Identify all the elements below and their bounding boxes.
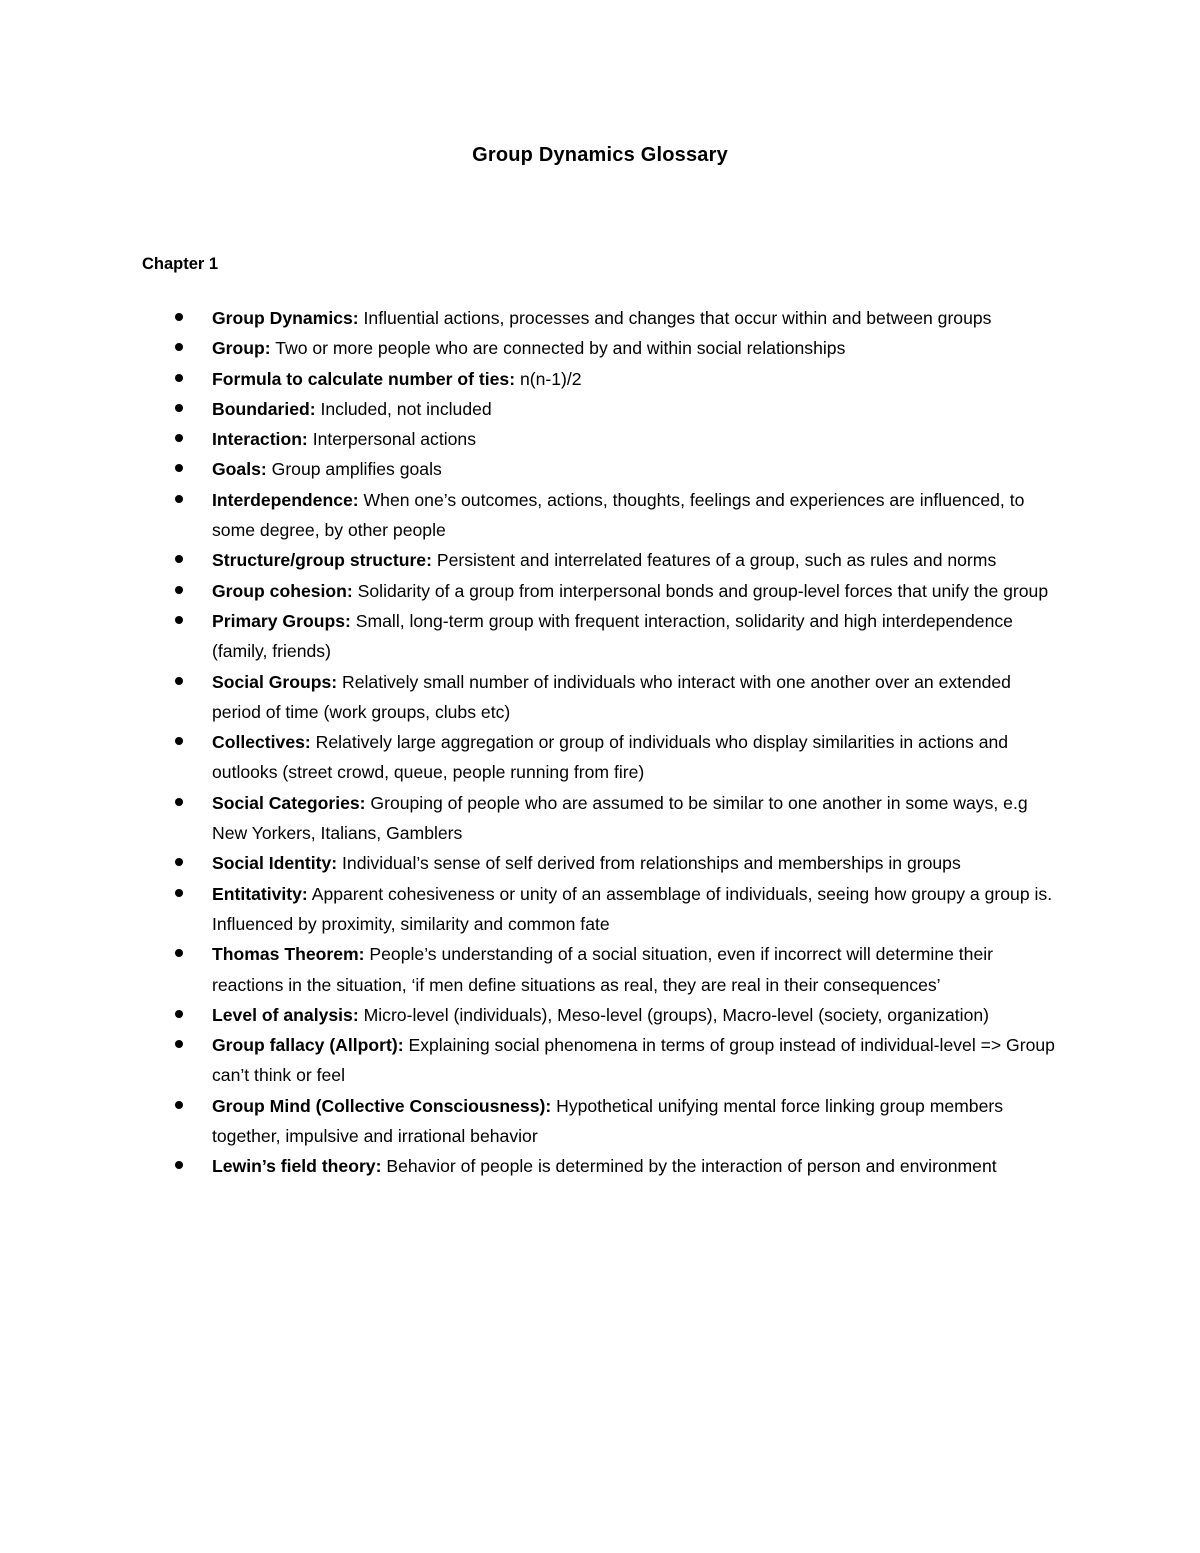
bullet-icon [175, 404, 183, 412]
glossary-entry [0, 424, 1200, 454]
glossary-definition: Relatively small number of individuals who interact with one another over an extended period of time (work groups, clubs etc) [212, 671, 1011, 722]
glossary-term: Goals: [212, 459, 267, 480]
glossary-definition: Group amplifies goals [271, 459, 442, 480]
glossary-term: Entitativity: [212, 883, 308, 904]
glossary-entry [0, 1030, 1200, 1091]
glossary-term: Structure/group structure: [212, 550, 432, 571]
glossary-term: Social Categories: [212, 792, 366, 813]
chapter-heading: Chapter 1 [142, 255, 219, 273]
bullet-icon [175, 798, 183, 806]
glossary-entry [0, 485, 1200, 546]
glossary-definition: Small, long-term group with frequent interaction, solidarity and high interdependence (family, friends) [212, 610, 1013, 662]
glossary-entry [0, 576, 1200, 606]
glossary-term: Social Identity: [212, 853, 338, 874]
glossary-entry [0, 1151, 1200, 1181]
document-title: Group Dynamics Glossary [472, 144, 728, 166]
glossary-definition: n(n-1)/2 [519, 368, 582, 389]
glossary-definition: Explaining social phenomena in terms of group instead of individual-level => Group can’t think or feel [212, 1035, 1055, 1086]
bullet-icon [175, 1101, 183, 1109]
bullet-icon [175, 858, 183, 866]
glossary-term: Interaction: [212, 429, 308, 450]
bullet-icon [175, 555, 183, 563]
glossary-definition: Grouping of people who are assumed to be similar to one another in some ways, e.g New Yorkers, Italians, Gamblers [212, 792, 1028, 844]
bullet-icon [175, 464, 183, 472]
glossary-term: Social Groups: [212, 671, 338, 692]
glossary-term: Level of analysis: [212, 1004, 359, 1025]
bullet-icon [175, 737, 183, 745]
glossary-definition: Micro-level (individuals), Meso-level (groups), Macro-level (society, organization) [363, 1004, 990, 1025]
glossary-entry [0, 788, 1200, 849]
bullet-icon [175, 374, 183, 382]
glossary-entry [0, 1000, 1200, 1030]
glossary-definition: People’s understanding of a social situation, even if incorrect will determine their reactions in the situation, ‘if men define situations as real, they are real in their consequences’ [212, 944, 994, 995]
bullet-icon [175, 1040, 183, 1048]
glossary-term: Collectives: [212, 732, 311, 753]
bullet-icon [175, 1161, 183, 1169]
glossary-definition: When one’s outcomes, actions, thoughts, feelings and experiences are influenced, to some degree, by other people [212, 489, 1025, 541]
glossary-definition: Influential actions, processes and changes that occur within and between groups [363, 308, 992, 328]
glossary-entry [0, 1091, 1200, 1152]
glossary-entry [0, 545, 1200, 575]
glossary-term: Interdependence: [212, 489, 359, 510]
glossary-definition: Solidarity of a group from interpersonal bonds and group-level forces that unify the group [357, 580, 1049, 601]
glossary-term: Primary Groups: [212, 610, 351, 631]
bullet-icon [175, 889, 183, 897]
glossary-term: Group fallacy (Allport): [212, 1035, 404, 1056]
glossary-entry [0, 667, 1200, 728]
glossary-definition: Interpersonal actions [312, 429, 477, 450]
glossary-definition: Relatively large aggregation or group of individuals who display similarities in actions and outlooks (street crowd, queue, people running from fire) [212, 732, 1009, 783]
glossary-definition: Individual’s sense of self derived from relationships and memberships in groups [342, 853, 961, 874]
glossary-definition: Included, not included [320, 398, 492, 419]
bullet-icon [175, 586, 183, 594]
bullet-icon [175, 313, 183, 321]
glossary-entry [0, 879, 1200, 940]
glossary-definition: Hypothetical unifying mental force linking group members together, impulsive and irrational behavior [212, 1095, 1004, 1147]
glossary-definition: Apparent cohesiveness or unity of an assemblage of individuals, seeing how groupy a group is. Influenced by proximity, similarity and common fate [212, 883, 1053, 934]
glossary-term: Boundaried: [212, 398, 316, 419]
glossary-term: Group: [212, 338, 271, 359]
glossary-term: Thomas Theorem: [212, 944, 365, 965]
glossary-entry [0, 333, 1200, 363]
glossary-entry [0, 364, 1200, 394]
bullet-icon [175, 434, 183, 442]
glossary-entry [0, 454, 1200, 484]
glossary-definition: Persistent and interrelated features of a group, such as rules and norms [436, 550, 997, 571]
bullet-icon [175, 343, 183, 351]
glossary-term: Group Mind (Collective Consciousness): [212, 1095, 552, 1116]
glossary-entry [0, 848, 1200, 878]
bullet-icon [175, 616, 183, 624]
glossary-list [0, 303, 1200, 1182]
glossary-term: Group Dynamics: [212, 308, 359, 328]
glossary-entry [0, 727, 1200, 788]
glossary-entry [0, 606, 1200, 667]
glossary-entry [0, 939, 1200, 1000]
glossary-term: Group cohesion: [212, 580, 353, 601]
bullet-icon [175, 1010, 183, 1018]
glossary-term: Lewin’s field theory: [212, 1156, 382, 1177]
glossary-entry [0, 394, 1200, 424]
bullet-icon [175, 495, 183, 503]
glossary-definition: Two or more people who are connected by and within social relationships [275, 338, 846, 359]
glossary-term: Formula to calculate number of ties: [212, 368, 516, 389]
glossary-entry [0, 303, 1200, 333]
glossary-definition: Behavior of people is determined by the interaction of person and environment [386, 1156, 997, 1177]
bullet-icon [175, 677, 183, 685]
bullet-icon [175, 949, 183, 957]
